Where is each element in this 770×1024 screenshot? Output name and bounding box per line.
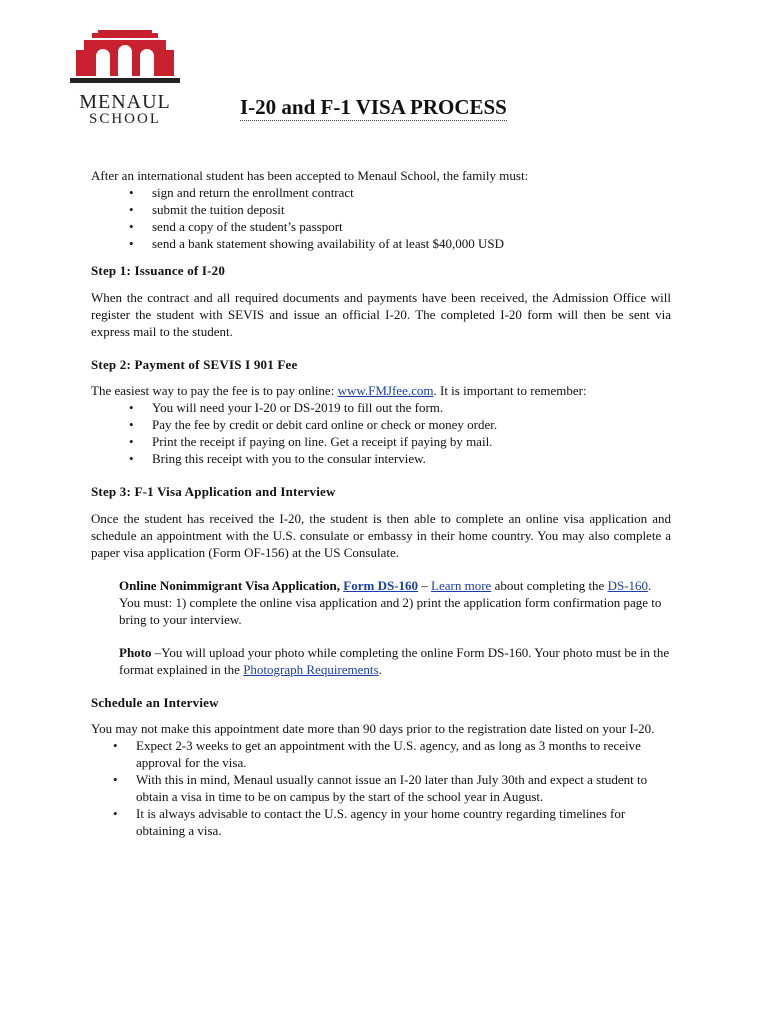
document-body <box>91 167 671 839</box>
ds160-link[interactable]: DS-160 <box>607 578 649 593</box>
step1-heading: Step 1: Issuance of I-20 <box>91 263 226 278</box>
photo-paragraph: Photo –You will upload your photo while completing the online Form DS-160. Your photo must be in the format explained in the Photograph Requirements. <box>119 645 670 677</box>
list-item: • Print the receipt if paying on line. Get a receipt if paying by mail. <box>91 433 671 450</box>
step2-text: The easiest way to pay the fee is to pay online: www.FMJfee.com. It is important to remember: <box>91 383 587 398</box>
list-item: • It is always advisable to contact the U.S. agency in your home country regarding timelines for obtaining a visa. <box>91 805 671 839</box>
step3-text: Once the student has received the I-20, the student is then able to complete an online visa application and schedule an appointment with the U.S. consulate or embassy in their home country. You may also complete a paper visa application (Form OF-156) at the US Consulate. <box>91 511 671 560</box>
step2-heading: Step 2: Payment of SEVIS I 901 Fee <box>91 357 298 372</box>
list-item: • send a bank statement showing availability of at least $40,000 USD <box>91 235 671 252</box>
schedule-text: You may not make this appointment date more than 90 days prior to the registration date listed on your I-20. <box>91 721 655 736</box>
page-title: I-20 and F-1 VISA PROCESS <box>240 95 507 119</box>
form-ds160-link[interactable]: Form DS-160 <box>343 578 419 593</box>
list-item: • send a copy of the student’s passport <box>91 218 671 235</box>
learn-more-link[interactable]: Learn more <box>431 578 492 593</box>
list-item: • Pay the fee by credit or debit card online or check or money order. <box>91 416 671 433</box>
intro-text: After an international student has been accepted to Menaul School, the family must: <box>91 168 529 183</box>
schedule-heading: Schedule an Interview <box>91 695 219 710</box>
online-application-paragraph: Online Nonimmigrant Visa Application, Form DS-160 – Learn more about completing the DS-160. You must: 1) complete the online visa application and 2) print the application form confirmation page to bring to your interview. <box>119 578 662 627</box>
intro-list <box>91 184 671 252</box>
schedule-list <box>91 737 671 839</box>
building-arch-icon <box>62 30 188 90</box>
list-item: • Expect 2-3 weeks to get an appointment with the U.S. agency, and as long as 3 months to receive approval for the visa. <box>91 737 671 771</box>
list-item: • submit the tuition deposit <box>91 201 671 218</box>
fmjfee-link[interactable]: www.FMJfee.com <box>337 383 434 398</box>
photo-requirements-link[interactable]: Photograph Requirements <box>243 662 379 677</box>
list-item: • sign and return the enrollment contract <box>91 184 671 201</box>
school-name: MENAUL <box>79 91 171 113</box>
step2-list <box>91 399 671 467</box>
step1-text: When the contract and all required documents and payments have been received, the Admission Office will register the student with SEVIS and issue an official I-20. The completed I-20 form will then be sent via express mail to the student. <box>91 290 671 339</box>
school-subtitle: SCHOOL <box>88 111 161 127</box>
list-item: • Bring this receipt with you to the consular interview. <box>91 450 671 467</box>
step3-heading: Step 3: F-1 Visa Application and Interview <box>91 484 336 499</box>
list-item: • You will need your I-20 or DS-2019 to fill out the form. <box>91 399 671 416</box>
list-item: • With this in mind, Menaul usually cannot issue an I-20 later than July 30th and expect a student to obtain a visa in time to be on campus by the start of the school year in August. <box>91 771 671 805</box>
